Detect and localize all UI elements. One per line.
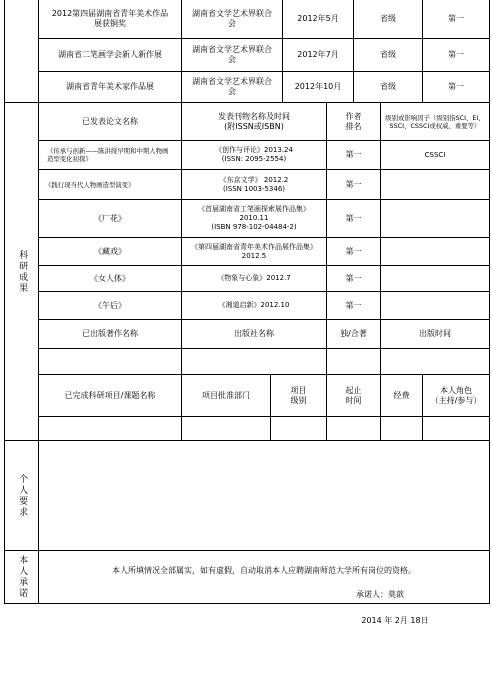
projects-header-level: 项目 级别	[290, 385, 307, 405]
exhibition-name: 2012第四届湖南省青年美术作品展获铜奖	[51, 9, 169, 28]
pledge-label: 本人承诺	[17, 555, 28, 599]
paper-journal: 《创作与评论》2013.24 (ISSN: 2095-2554)	[215, 146, 293, 163]
paper-level	[381, 238, 489, 265]
exhibition-organizer: 湖南省文学艺术界联合会	[192, 77, 272, 96]
paper-level	[381, 170, 489, 199]
pledge-date: 2014 年 2月 18日	[361, 616, 429, 625]
paper-title: 《践行现当代人物画造型演变》	[45, 180, 135, 189]
hline	[38, 348, 490, 349]
paper-title: 《女人体》	[90, 273, 130, 283]
exhibition-name: 湖南省青年美术家作品展	[66, 82, 154, 91]
paper-journal: 《物象与心象》2012.7	[217, 274, 291, 283]
paper-journal: 《湘道启新》2012.10	[218, 301, 290, 310]
border-right	[489, 0, 490, 604]
paper-title: 《厂花》	[94, 213, 126, 223]
books-header-publisher: 出版社名称	[234, 329, 274, 338]
papers-header-journal: 发表刊物名称及时间 (附ISSN或ISBN)	[218, 111, 290, 131]
projects-header-period: 起止 时间	[345, 385, 362, 405]
paper-rank: 第一	[345, 179, 362, 189]
research-section-label: 科研成果	[17, 249, 28, 294]
paper-journal: 《首届湖南省工笔画探索展作品集》2010.11 (ISBN 978-102-04484-2)	[198, 205, 310, 231]
papers-header-level: 级别或影响因子（级别指SCI、EI、SSCI、CSSCI或权威、重要等）	[385, 113, 485, 130]
personal-request-area[interactable]	[39, 441, 489, 550]
paper-rank: 第一	[345, 273, 362, 283]
exhibition-organizer: 湖南省文学艺术界联合会	[192, 45, 272, 64]
exhibition-level: 省级	[380, 82, 396, 91]
paper-title: 《藏戏》	[94, 246, 126, 256]
papers-header-author-rank: 作者 排名	[345, 111, 362, 131]
exhibition-level: 省级	[380, 50, 396, 59]
paper-journal: 《第四届湖南省青年美术作品展作品集》2012.5	[191, 242, 317, 260]
exhibition-rank: 第一	[448, 50, 464, 59]
exhibition-rank: 第一	[448, 14, 464, 23]
paper-rank: 第一	[345, 300, 362, 310]
paper-title: 《午后》	[94, 300, 126, 310]
paper-rank: 第一	[345, 246, 362, 256]
paper-journal: 《东京文学》 2012.2 (ISSN 1003-5346)	[219, 175, 289, 193]
paper-level	[381, 292, 489, 319]
books-header-author: 独/合著	[340, 329, 367, 338]
personal-request-label: 个人要求	[17, 473, 28, 518]
papers-header-title: 已发表论文名称	[82, 116, 138, 126]
exhibition-date: 2012年5月	[297, 14, 339, 23]
exhibition-rank: 第一	[448, 82, 464, 91]
exhibition-level: 省级	[380, 14, 396, 23]
exhibition-date: 2012年7月	[297, 50, 339, 59]
projects-header-funds: 经费	[393, 390, 410, 400]
pledge-signer: 承诺人：莫歆	[356, 590, 404, 599]
paper-rank: 第一	[345, 150, 362, 159]
exhibition-date: 2012年10月	[294, 82, 342, 91]
paper-level	[381, 200, 489, 237]
books-header-title: 已出版著作名称	[82, 329, 138, 338]
paper-level	[381, 266, 489, 291]
paper-level: CSSCI	[424, 150, 446, 159]
exhibition-name: 湖南省二笔画学会新人新作展	[58, 50, 162, 59]
projects-header-dept: 项目批准部门	[202, 390, 250, 400]
hline	[4, 550, 490, 551]
paper-title: 《传承与创新——陈洪绶早期和中期人物画造型变化初探》	[47, 147, 169, 163]
paper-rank: 第一	[345, 213, 362, 223]
projects-header-role: 本人角色 （主持/参与）	[430, 385, 482, 405]
border-bottom	[4, 603, 490, 604]
books-header-date: 出版时间	[419, 329, 451, 338]
exhibition-organizer: 湖南省文学艺术界联合会	[192, 9, 272, 28]
projects-header-title: 已完成科研项目/课题名称	[64, 390, 156, 400]
pledge-text: 本人所填情况全部属实，如有虚假，自动取消本人应聘湖南师范大学所有岗位的资格。	[112, 566, 416, 575]
